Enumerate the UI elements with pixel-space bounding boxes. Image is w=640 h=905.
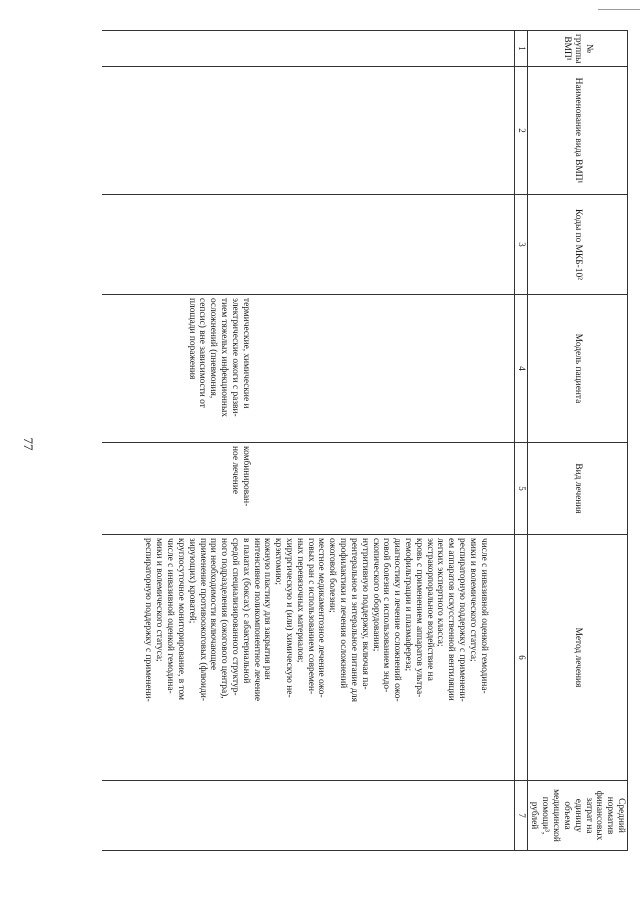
cell-patient-model: [102, 295, 515, 443]
text-line: кровь с применением аппаратов ультра-: [413, 538, 424, 698]
column-number: 6: [514, 535, 527, 781]
text-line: термические, химические и: [240, 298, 251, 409]
text-line: скопического оборудования;: [370, 538, 381, 652]
column-number: 2: [514, 67, 527, 195]
text-line: ных перевязочных материалов;: [294, 538, 305, 663]
text-line: хирургическую и (или) химическую не-: [284, 538, 295, 698]
text-line: диагностику и лечение осложнений ожо-: [392, 538, 403, 702]
method-text-row2: [143, 538, 262, 777]
cell-vmp-name: [102, 67, 515, 195]
text-line: комбинирован-: [240, 446, 251, 507]
text-line: зирующих) кроватей;: [186, 538, 197, 624]
text-line: сепсис) вне зависимости от: [197, 298, 208, 408]
treatment-type-text: [229, 446, 251, 531]
text-line: нутритивную поддержку, включая па-: [359, 538, 370, 690]
method-text-row1: [262, 538, 489, 777]
cell-treatment-method: [102, 535, 515, 781]
text-line: крэктомию;: [273, 538, 284, 585]
text-line: легких экспертного класса;: [435, 538, 446, 647]
text-line: числе с инвазивной оценкой гемодина-: [165, 538, 176, 694]
text-line: электрические ожоги с разви-: [229, 298, 240, 417]
text-line: кожную пластику для закрытия ран: [262, 538, 273, 680]
text-line: экстракорпоральное воздействие на: [424, 538, 435, 681]
text-line: средой специализированного структур-: [230, 538, 240, 696]
table-row: [102, 31, 515, 851]
cell-cost-norm: [102, 781, 515, 851]
text-line: гемофильтрации и плазмафереза;: [403, 538, 413, 672]
column-number: 7: [514, 781, 527, 851]
cell-icd-codes: [102, 195, 515, 295]
header-icd-codes: Коды по МКБ-10²: [527, 195, 627, 295]
text-line: ного подразделения (ожогового центра),: [219, 538, 230, 699]
text-line: интенсивное поликомпонентное лечение: [251, 538, 262, 702]
page-number: 77: [21, 437, 36, 451]
cell-group-no: [102, 31, 515, 67]
header-vmp-name: Наименование вида ВМП¹: [527, 67, 627, 195]
column-number: 1: [514, 31, 527, 67]
cell-treatment-type: [102, 443, 515, 535]
text-line: ем аппаратов искусственной вентиляции: [446, 538, 457, 701]
column-number: 5: [514, 443, 527, 535]
table-container: [123, 30, 628, 880]
text-line: ное лечение: [229, 446, 240, 495]
text-line: говых ран с использованием современ-: [305, 538, 316, 695]
header-group-no: № группы ВМП¹: [527, 31, 627, 67]
header-treatment-method: Метод лечения: [527, 535, 627, 781]
patient-model-text: [186, 298, 251, 439]
header-patient-model: Модель пациента: [527, 295, 627, 443]
text-line: мики и волемического статуса;: [154, 538, 165, 662]
vmp-table: [102, 30, 628, 851]
text-line: рентеральное и энтеральное питание для: [348, 538, 359, 702]
text-line: местное медикаментозное лечение ожо-: [316, 538, 327, 698]
text-line: площади поражения: [186, 298, 197, 380]
header-cost-norm: Средний норматив финансовых затрат на единицу объема медицинской помощи³, рублей: [527, 781, 627, 851]
text-line: респираторную поддержку с применени-: [457, 538, 468, 702]
text-line: тием тяжелых инфекционных: [219, 298, 230, 417]
text-line: говой болезни с использованием эндо-: [381, 538, 392, 693]
header-treatment-type: Вид лечения: [527, 443, 627, 535]
text-line: респираторную поддержку с применени-: [143, 538, 154, 702]
text-line: профилактики и лечения осложнений: [338, 538, 349, 689]
column-number-row: [514, 31, 527, 851]
text-line: мики и волемического статуса;: [467, 538, 478, 662]
column-number: 3: [514, 195, 527, 295]
text-line: числе с инвазивной оценкой гемодина-: [478, 538, 489, 694]
text-line: ожоговой болезни;: [327, 538, 338, 613]
text-line: применение противоожоговых (флюиди-: [197, 538, 208, 701]
text-line: круглосуточное мониторирование, в том: [175, 538, 186, 700]
text-line: осложнений (пневмония,: [208, 298, 219, 399]
column-number: 4: [514, 295, 527, 443]
text-line: в палатах (боксах) с абактериальной: [240, 538, 251, 684]
text-line: при необходимости включающее: [208, 538, 219, 671]
rotated-sheet: [60, 0, 640, 842]
header-row: [527, 31, 627, 851]
